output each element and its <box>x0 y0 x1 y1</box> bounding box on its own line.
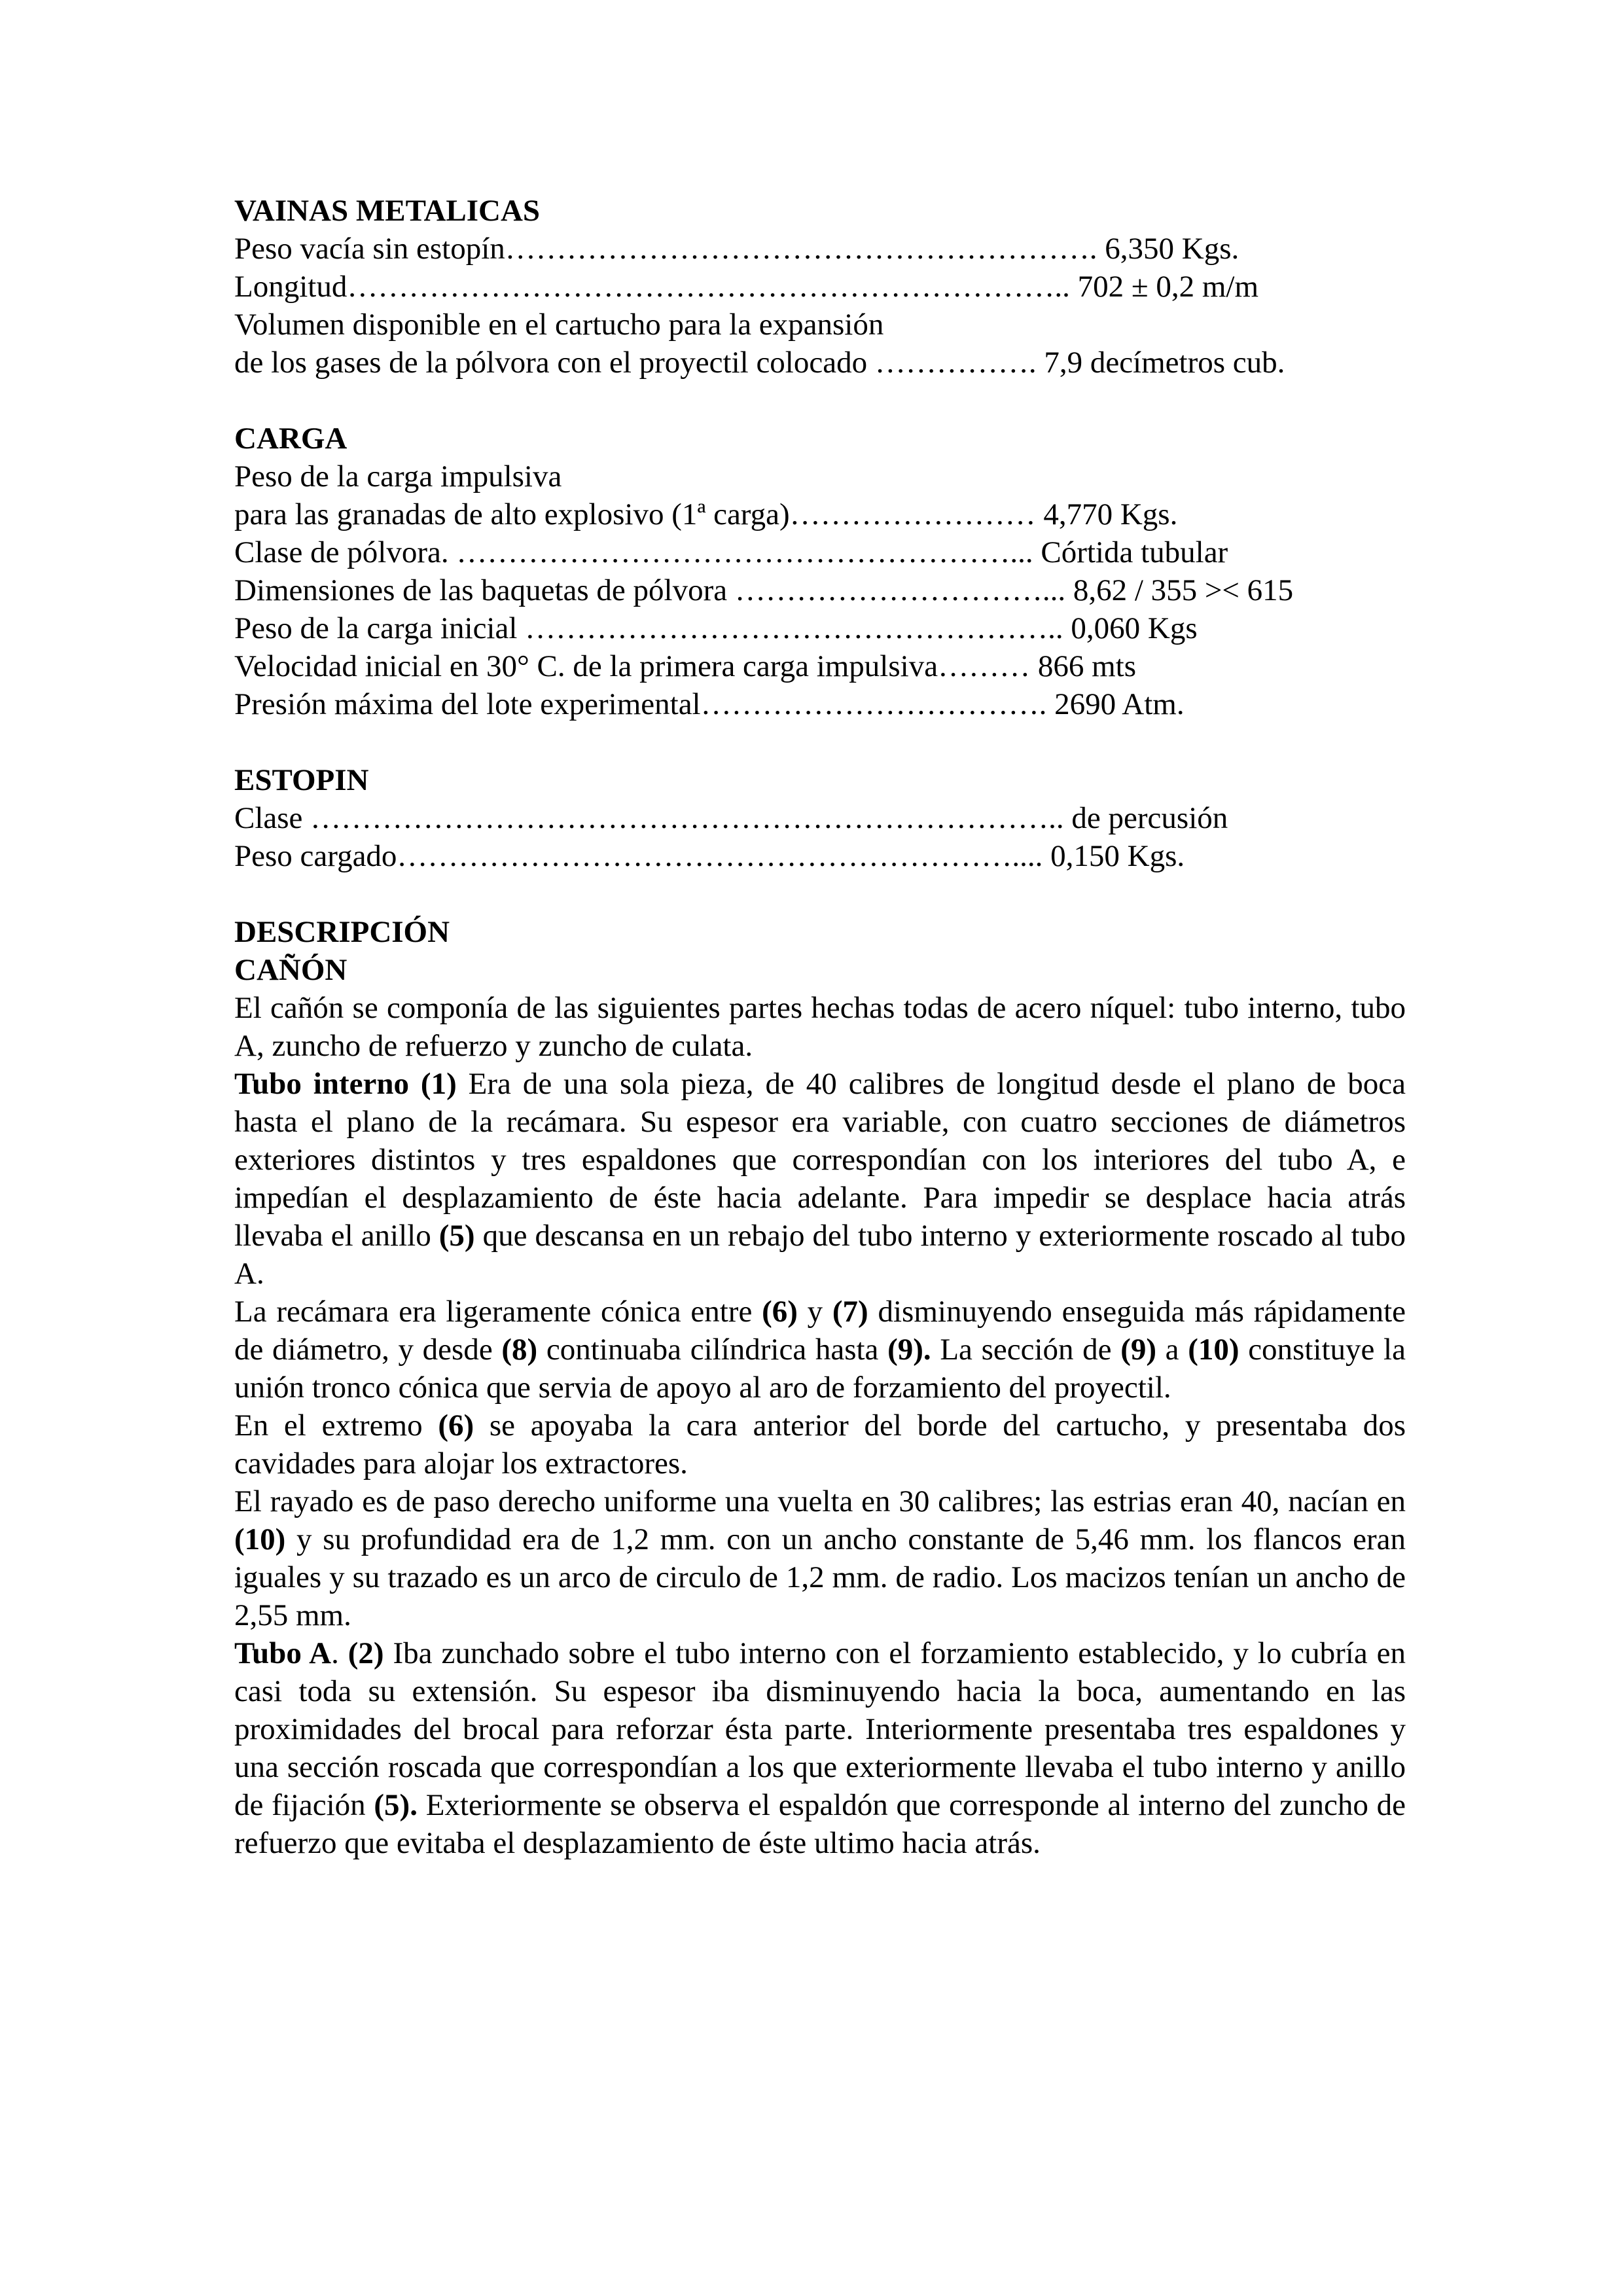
spec-line: Peso cargado…………………………………………………….... 0,150 Kgs. <box>234 839 1185 873</box>
heading-canon: CAÑÓN <box>234 953 348 987</box>
paragraph-text: disminuyendo enseguida más rápidamente de diámetro, y desde <box>234 1295 1406 1367</box>
spec-line: Volumen disponible en el cartucho para la expansión <box>234 308 884 342</box>
paragraph-text: y <box>797 1295 832 1329</box>
spec-line: Velocidad inicial en 30° C. de la primera carga impulsiva……… 866 mts <box>234 649 1136 683</box>
paragraph-text: . <box>331 1636 348 1670</box>
paragraph-text: En el extremo <box>234 1408 438 1443</box>
paragraph-text: a <box>1156 1333 1188 1367</box>
bold-reference: (2) <box>348 1636 384 1670</box>
heading-estopin: ESTOPIN <box>234 763 369 797</box>
paragraph-text: La sección de <box>931 1333 1121 1367</box>
paragraph-tubo-interno <box>234 1065 1406 1293</box>
spec-line: Longitud…………………………………………………………….. 702 ± 0,2 m/m <box>234 270 1259 304</box>
paragraph-recamara <box>234 1293 1406 1407</box>
page-content <box>234 192 1406 1862</box>
paragraph-rayado <box>234 1482 1406 1634</box>
section-spacer <box>234 723 1406 761</box>
spec-line: Dimensiones de las baquetas de pólvora …………………………... 8,62 / 355 >< 615 <box>234 573 1294 607</box>
heading-carga: CARGA <box>234 422 348 456</box>
section-spacer <box>234 382 1406 420</box>
bold-reference: (9). <box>887 1333 931 1367</box>
heading-vainas-metalicas: VAINAS METALICAS <box>234 194 541 228</box>
bold-reference: (10) <box>1188 1333 1240 1367</box>
bold-reference: (6) <box>438 1408 474 1443</box>
bold-reference: (9) <box>1120 1333 1157 1367</box>
paragraph-text: Exteriormente se observa el espaldón que corresponde al interno del zuncho de refuerzo que evitaba el desplazamiento de éste ultimo hacia atrás. <box>234 1788 1406 1860</box>
bold-term: Tubo A <box>234 1636 332 1670</box>
paragraph-text: que descansa en un rebajo del tubo interno y exteriormente roscado al tubo A. <box>234 1219 1406 1291</box>
bold-reference: (7) <box>832 1295 868 1329</box>
section-spacer <box>234 875 1406 913</box>
bold-reference: (10) <box>234 1522 286 1556</box>
spec-line: Peso de la carga inicial …………………………………………….. 0,060 Kgs <box>234 611 1198 645</box>
spec-line: Clase de pólvora. ………………………………………………... Córtida tubular <box>234 535 1228 569</box>
bold-reference: (5) <box>438 1219 475 1253</box>
spec-line: para las granadas de alto explosivo (1ª carga)…………………… 4,770 Kgs. <box>234 497 1178 531</box>
paragraph-text: constituye la unión tronco cónica que servia de apoyo al aro de forzamiento del proyectil. <box>234 1333 1406 1405</box>
paragraph-text: La recámara era ligeramente cónica entre <box>234 1295 762 1329</box>
bold-term: Tubo interno (1) <box>234 1067 457 1101</box>
paragraph-extremo <box>234 1407 1406 1482</box>
bold-reference: (6) <box>762 1295 798 1329</box>
paragraph-text: Iba zunchado sobre el tubo interno con el forzamiento establecido, y lo cubría en casi toda su extensión. Su espesor iba disminuyendo hacia la boca, aumentando en las proximidades del brocal para reforzar ésta parte. Interiormente presentaba tres espaldones y una sección roscada que correspondían a los que exteriormente llevaba el tubo interno y anillo de fijación <box>234 1636 1406 1822</box>
paragraph-text: El rayado es de paso derecho uniforme una vuelta en 30 calibres; las estrias eran 40, nacían en <box>234 1484 1406 1518</box>
bold-reference: (8) <box>501 1333 538 1367</box>
spec-line: Peso vacía sin estopín…………………………………………………. 6,350 Kgs. <box>234 232 1240 266</box>
spec-line: de los gases de la pólvora con el proyectil colocado ……………. 7,9 decímetros cub. <box>234 346 1285 380</box>
bold-reference: (5). <box>374 1788 418 1822</box>
spec-line: Presión máxima del lote experimental……………………………. 2690 Atm. <box>234 687 1185 721</box>
paragraph-text: continuaba cilíndrica hasta <box>537 1333 888 1367</box>
paragraph-tubo-a <box>234 1634 1406 1862</box>
paragraph: El cañón se componía de las siguientes partes hechas todas de acero níquel: tubo interno, tubo A, zuncho de refuerzo y zuncho de culata. <box>234 991 1406 1063</box>
spec-line: Peso de la carga impulsiva <box>234 459 562 493</box>
paragraph-text: y su profundidad era de 1,2 mm. con un ancho constante de 5,46 mm. los flancos eran iguales y su trazado es un arco de circulo de 1,2 mm. de radio. Los macizos tenían un ancho de 2,55 mm. <box>234 1522 1406 1632</box>
heading-descripcion: DESCRIPCIÓN <box>234 915 450 949</box>
spec-line: Clase ……………………………………………………………….. de percusión <box>234 801 1228 835</box>
paragraph-text: Era de una sola pieza, de 40 calibres de longitud desde el plano de boca hasta el plano de la recámara. Su espesor era variable, con cuatro secciones de diámetros exteriores distintos y tres espaldones que correspondían con los interiores del tubo A, e impedían el desplazamiento de éste hacia adelante. Para impedir se desplace hacia atrás llevaba el anillo <box>234 1067 1406 1253</box>
paragraph-text: se apoyaba la cara anterior del borde del cartucho, y presentaba dos cavidades para alojar los extractores. <box>234 1408 1406 1480</box>
